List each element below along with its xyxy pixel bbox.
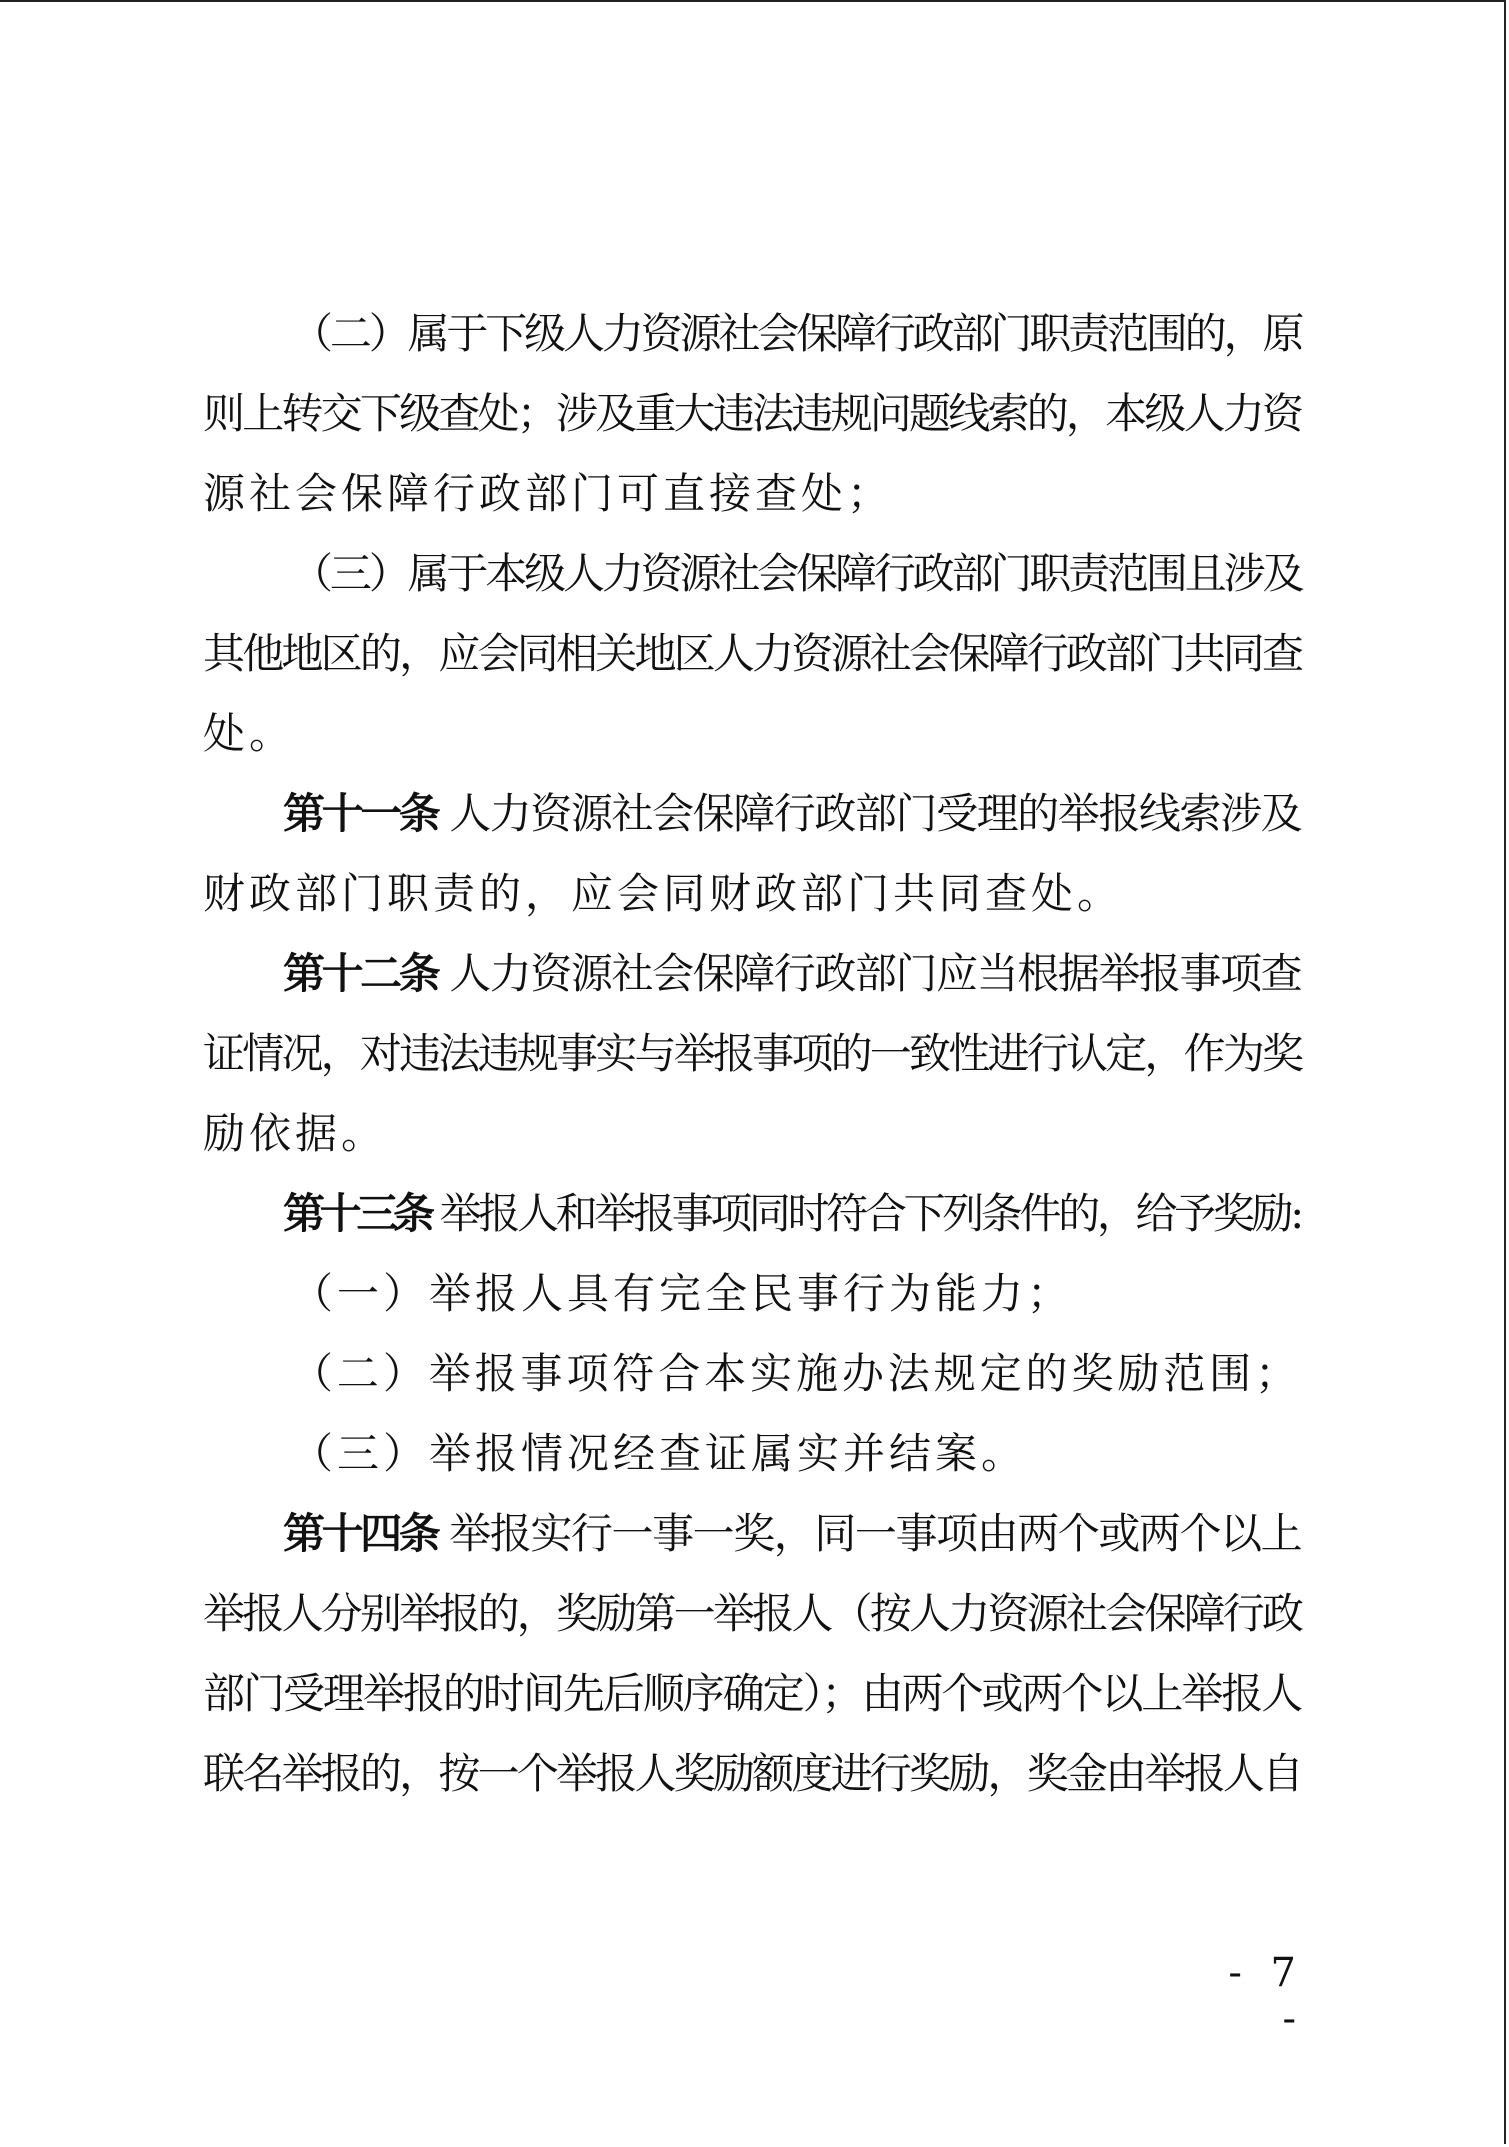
line-text: 源社会保障行政部门可直接查处； (203, 469, 894, 518)
line-text: 处。 (203, 709, 296, 758)
article-13-heading-line (203, 1174, 1301, 1254)
line-text: 人力资源社会保障行政部门受理的举报线索涉及 (437, 789, 1301, 838)
line-text: 举报人分别举报的，奖励第一举报人（按人力资源社会保障行政 (203, 1589, 1301, 1638)
text-line (203, 1414, 1301, 1494)
page-number: - 7 - (1228, 1950, 1304, 2042)
line-text: 则上转交下级查处；涉及重大违法违规问题线索的，本级人力资 (203, 389, 1301, 438)
article-12-heading-line (203, 934, 1301, 1014)
line-text: 财政部门职责的，应会同财政部门共同查处。 (203, 869, 1124, 918)
article-number: 第十一条 (283, 789, 438, 838)
text-line (203, 1654, 1301, 1734)
text-line (203, 534, 1301, 614)
line-text: 证情况，对违法违规事实与举报事项的一致性进行认定，作为奖 (203, 1029, 1301, 1078)
line-text: （一）举报人具有完全民事行为能力； (291, 1269, 1074, 1318)
line-text: （三）属于本级人力资源社会保障行政部门职责范围且涉及 (291, 549, 1301, 598)
line-text: 举报实行一事一奖，同一事项由两个或两个以上 (437, 1509, 1301, 1558)
text-line (203, 1094, 1301, 1174)
text-line (203, 374, 1301, 454)
article-number: 第十二条 (283, 949, 438, 998)
text-line (203, 454, 1301, 534)
text-line (203, 854, 1301, 934)
line-text: （二）举报事项符合本实施办法规定的奖励范围； (291, 1349, 1301, 1398)
line-text: 其他地区的，应会同相关地区人力资源社会保障行政部门共同查 (203, 629, 1301, 678)
article-number: 第十三条 (283, 1189, 430, 1238)
text-line (203, 694, 1301, 774)
document-body (203, 294, 1301, 1814)
text-line (203, 614, 1301, 694)
text-line (203, 294, 1301, 374)
article-14-heading-line (203, 1494, 1301, 1574)
line-text: 举报人和举报事项同时符合下列条件的，给予奖励: (429, 1189, 1301, 1238)
text-line (203, 1334, 1301, 1414)
text-line (203, 1574, 1301, 1654)
text-line (203, 1734, 1301, 1814)
text-line (203, 1254, 1301, 1334)
line-text: 励依据。 (203, 1109, 388, 1158)
line-text: （三）举报情况经查证属实并结案。 (291, 1429, 1028, 1478)
line-text: （二）属于下级人力资源社会保障行政部门职责范围的，原 (291, 309, 1301, 358)
line-text: 部门受理举报的时间先后顺序确定）；由两个或两个以上举报人 (203, 1669, 1301, 1718)
article-number: 第十四条 (283, 1509, 438, 1558)
line-text: 人力资源社会保障行政部门应当根据举报事项查 (437, 949, 1301, 998)
line-text: 联名举报的，按一个举报人奖励额度进行奖励，奖金由举报人自 (203, 1749, 1301, 1798)
article-11-heading-line (203, 774, 1301, 854)
text-line (203, 1014, 1301, 1094)
